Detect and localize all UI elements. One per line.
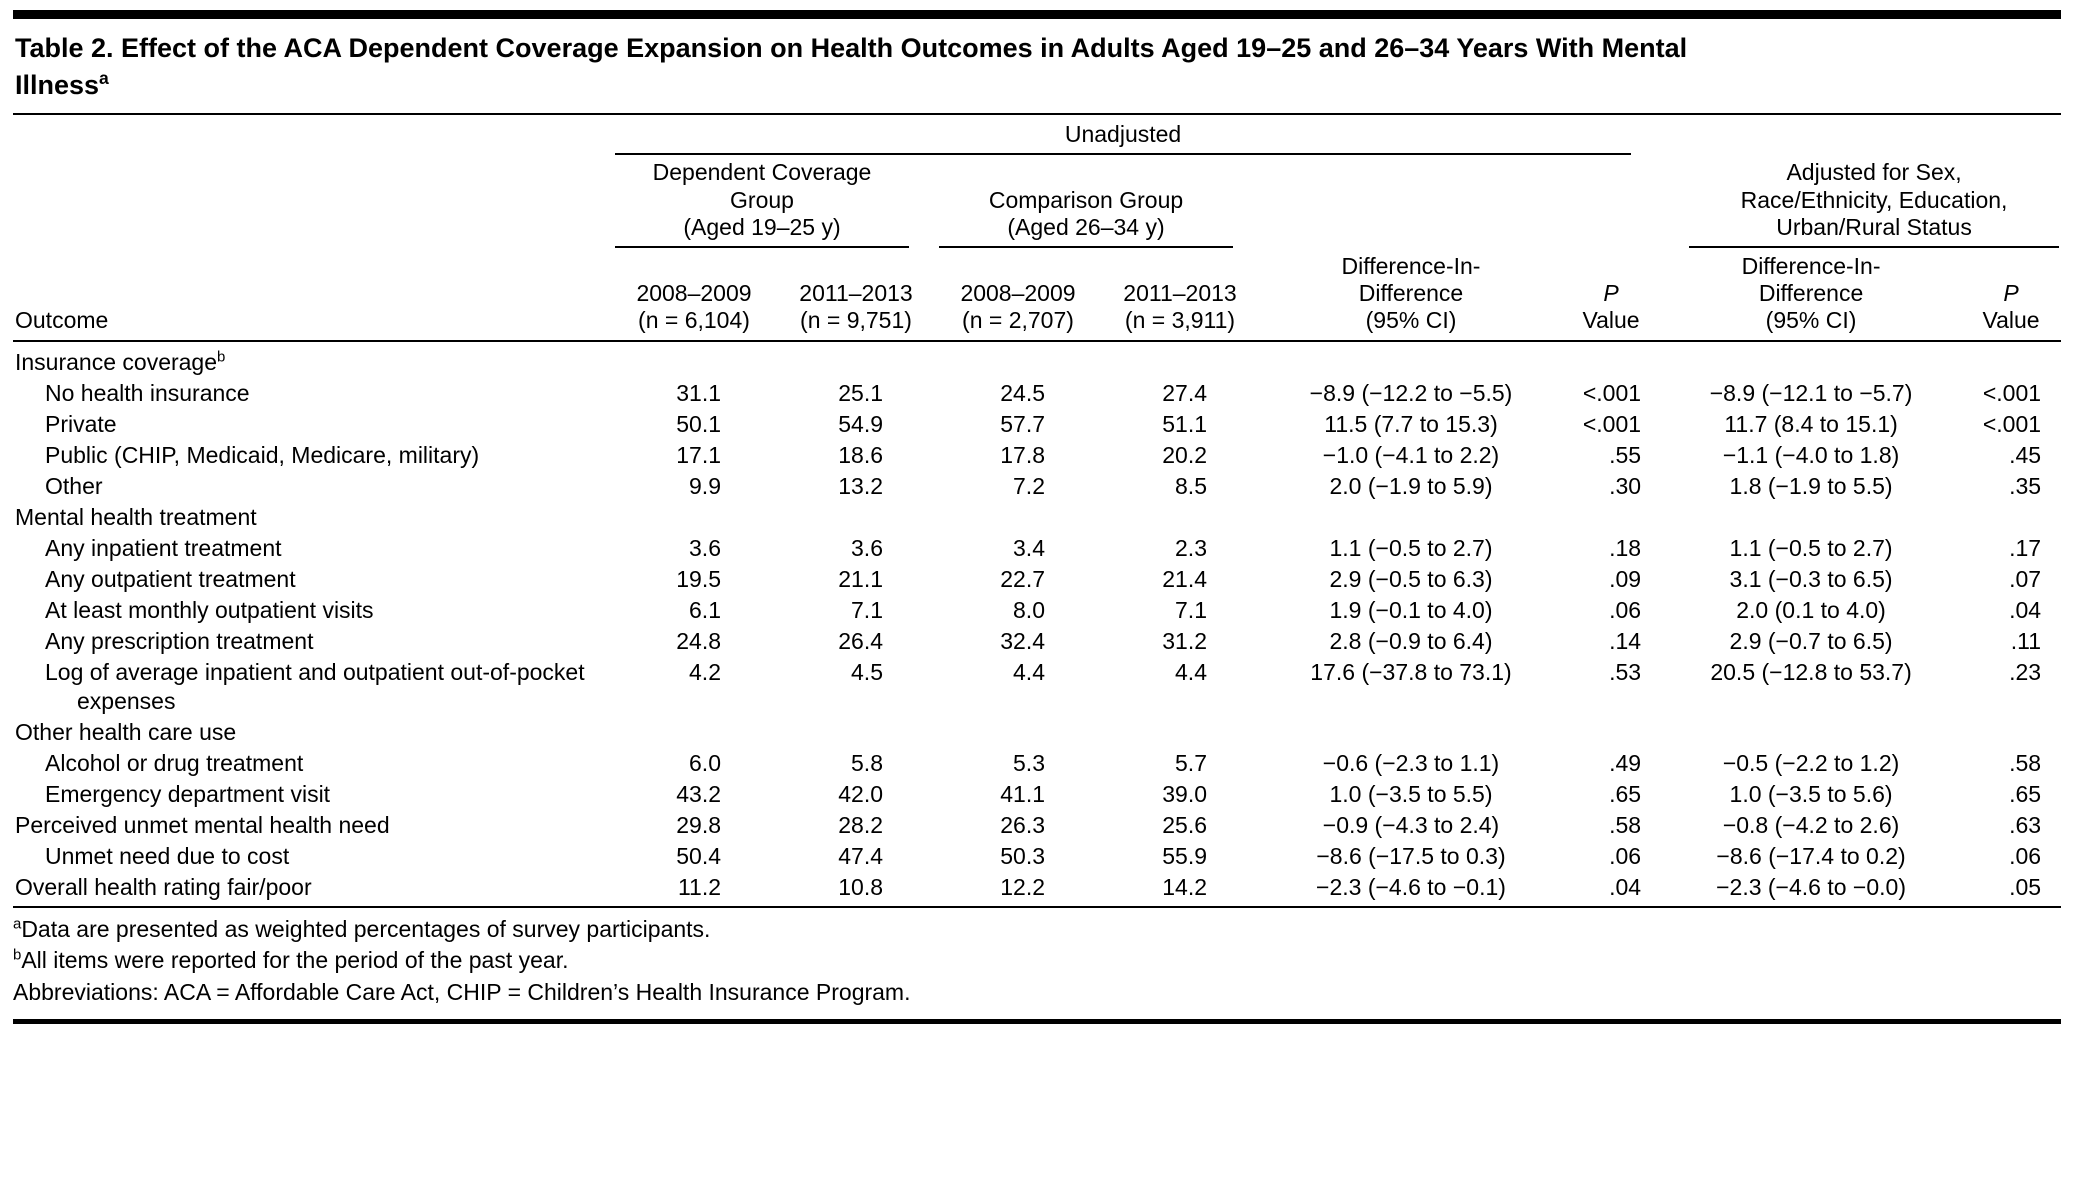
value-cell: 8.0: [1013, 596, 1045, 623]
unadjusted-label: Unadjusted: [1064, 121, 1182, 148]
section-header-row: [13, 717, 2061, 748]
period-comp-2-years: 2011–2013: [1123, 279, 1237, 306]
value-cell: .06: [1609, 596, 1642, 623]
data-row: [13, 409, 2061, 440]
data-row: [13, 779, 2061, 810]
table-title-text: Table 2. Effect of the ACA Dependent Coverage Expansion on Health Outcomes in Adults Aged 19–25 and 26–34 Years With Mental Illness: [15, 33, 1688, 100]
outcome-text: No health insurance: [45, 380, 250, 407]
value-cell: 17.8: [1000, 442, 1045, 469]
value-cell: −8.9 (−12.1 to −5.7): [1709, 380, 1913, 407]
outcome-text: Any prescription treatment: [45, 627, 314, 654]
did-adjusted-ci: (95% CI): [1765, 307, 1857, 333]
value-cell: .65: [2009, 780, 2042, 807]
outcome-text: Other: [45, 473, 103, 499]
outcome-cell: [13, 533, 613, 564]
data-row: [13, 872, 2061, 903]
bottom-rule: [13, 1019, 2061, 1024]
value-cell: [1561, 502, 1661, 533]
value-cell: [1261, 341, 1561, 378]
value-cell: 32.4: [1000, 627, 1045, 654]
data-row: [13, 841, 2061, 872]
value-cell: .45: [2009, 442, 2042, 469]
data-row: [13, 564, 2061, 595]
dependent-group-ages: (Aged 19–25 y): [683, 213, 841, 240]
outcome-cell: [13, 409, 613, 440]
value-cell: 31.2: [1162, 627, 1207, 654]
value-cell: 3.6: [851, 534, 883, 561]
value-cell: .53: [1609, 658, 1642, 685]
value-cell: 18.6: [838, 442, 883, 469]
outcome-text: Overall health rating fair/poor: [15, 873, 312, 900]
value-cell: .35: [2009, 473, 2042, 499]
value-cell: 7.1: [851, 596, 883, 623]
pvalue-adjusted-p: P: [2003, 279, 2019, 306]
comparison-group-header: [937, 155, 1261, 247]
period-dep-2-n: (n = 9,751): [800, 307, 912, 333]
value-cell: 17.6 (−37.8 to 73.1): [1310, 658, 1512, 685]
outcome-text: Log of average inpatient and outpatient out-of-pocket expenses: [45, 658, 585, 714]
value-cell: 14.2: [1162, 873, 1207, 900]
value-cell: 29.8: [676, 811, 721, 838]
comparison-group-line: [939, 183, 1233, 248]
value-cell: 22.7: [1000, 565, 1045, 592]
value-cell: .05: [2009, 873, 2042, 900]
outcome-cell: [13, 471, 613, 502]
value-cell: 43.2: [676, 780, 721, 807]
value-cell: −8.6 (−17.4 to 0.2): [1716, 842, 1906, 869]
value-cell: −0.9 (−4.3 to 2.4): [1322, 811, 1500, 838]
row-footnote-marker: b: [217, 348, 226, 366]
outcome-cell: [13, 440, 613, 471]
value-cell: [1661, 341, 1961, 378]
did-unadjusted-ci: (95% CI): [1365, 307, 1457, 333]
period-header-comp-2: [1099, 248, 1261, 341]
value-cell: .17: [2009, 534, 2042, 561]
value-cell: 24.8: [676, 627, 721, 654]
did-unadjusted-name: Difference-In-Difference: [1341, 252, 1481, 306]
value-cell: −0.5 (−2.2 to 1.2): [1722, 749, 1900, 776]
outcome-text: Any inpatient treatment: [45, 534, 282, 561]
did-unadjusted-header: [1261, 155, 1561, 341]
value-cell: 10.8: [838, 873, 883, 900]
adjusted-spanner-line: [1689, 159, 2059, 247]
value-cell: .58: [2009, 749, 2042, 776]
value-cell: .04: [2009, 596, 2042, 623]
value-cell: 2.3: [1175, 534, 1207, 561]
value-cell: 17.1: [676, 442, 721, 469]
value-cell: 3.1 (−0.3 to 6.5): [1729, 565, 1893, 592]
data-row: [13, 595, 2061, 626]
footnote-b-text: All items were reported for the period of the past year.: [21, 947, 569, 974]
value-cell: 5.7: [1175, 749, 1207, 776]
data-row: [13, 471, 2061, 502]
value-cell: 4.4: [1013, 658, 1045, 685]
dependent-group-line: [615, 155, 909, 247]
value-cell: .14: [1609, 627, 1642, 654]
value-cell: 3.4: [1013, 534, 1045, 561]
value-cell: 26.4: [838, 627, 883, 654]
value-cell: 51.1: [1162, 411, 1207, 438]
value-cell: 50.3: [1000, 842, 1045, 869]
value-cell: [613, 341, 775, 378]
period-comp-1-years: 2008–2009: [960, 279, 1076, 306]
value-cell: .58: [1609, 811, 1642, 838]
pvalue-adjusted-word: Value: [1982, 307, 2040, 333]
value-cell: 55.9: [1162, 842, 1207, 869]
value-cell: .65: [1609, 780, 1642, 807]
value-cell: .49: [1609, 749, 1642, 776]
value-cell: 13.2: [838, 473, 883, 499]
pvalue-unadjusted-p: P: [1603, 279, 1619, 306]
value-cell: 12.2: [1000, 873, 1045, 900]
data-row: [13, 810, 2061, 841]
value-cell: 1.1 (−0.5 to 2.7): [1329, 534, 1493, 561]
outcome-cell: [13, 779, 613, 810]
comparison-group-ages: (Aged 26–34 y): [1007, 213, 1165, 240]
outcome-column-header: Outcome: [13, 117, 613, 341]
value-cell: 50.1: [676, 411, 721, 438]
value-cell: 31.1: [676, 380, 721, 407]
value-cell: <.001: [1582, 380, 1642, 407]
value-cell: [1561, 341, 1661, 378]
value-cell: [937, 502, 1099, 533]
outcome-cell: [13, 564, 613, 595]
value-cell: 6.0: [689, 749, 721, 776]
footnote-b: [13, 945, 2061, 977]
value-cell: [1099, 717, 1261, 748]
pvalue-unadjusted-header: [1561, 155, 1661, 341]
pvalue-adjusted-header: [1961, 248, 2061, 341]
period-header-dep-1: [613, 248, 775, 341]
data-row: [13, 748, 2061, 779]
outcome-cell: [13, 717, 613, 748]
footnote-a-text: Data are presented as weighted percentages of survey participants.: [21, 915, 711, 942]
footnote-abbr-text: Abbreviations: ACA = Affordable Care Act, CHIP = Children’s Health Insurance Program.: [13, 979, 911, 1006]
value-cell: [1961, 341, 2061, 378]
value-cell: −8.9 (−12.2 to −5.5): [1309, 380, 1513, 407]
period-header-comp-1: [937, 248, 1099, 341]
adjusted-spanner: [1661, 117, 2061, 248]
outcome-text: Emergency department visit: [45, 780, 331, 807]
value-cell: 8.5: [1175, 473, 1207, 499]
comparison-group-name: Comparison Group: [988, 186, 1184, 213]
value-cell: 5.8: [851, 749, 883, 776]
value-cell: 27.4: [1162, 380, 1207, 407]
value-cell: [1261, 502, 1561, 533]
value-cell: .09: [1609, 565, 1642, 592]
period-comp-2-n: (n = 3,911): [1124, 307, 1236, 333]
outcome-cell: [13, 748, 613, 779]
did-adjusted-name: Difference-In-Difference: [1741, 252, 1881, 306]
value-cell: .18: [1609, 534, 1642, 561]
value-cell: 2.0 (−1.9 to 5.9): [1329, 473, 1493, 499]
period-header-dep-2: [775, 248, 937, 341]
unadjusted-spanner-line: [615, 121, 1631, 155]
value-cell: [775, 717, 937, 748]
value-cell: .11: [2010, 627, 2042, 654]
value-cell: 7.1: [1175, 596, 1207, 623]
data-row: [13, 378, 2061, 409]
period-dep-1-years: 2008–2009: [636, 279, 752, 306]
outcome-text: Insurance coverage: [15, 349, 218, 376]
value-cell: 1.0 (−3.5 to 5.5): [1329, 780, 1493, 807]
value-cell: −2.3 (−4.6 to −0.1): [1316, 873, 1506, 900]
title-footnote-marker: a: [99, 67, 109, 88]
value-cell: <.001: [1582, 411, 1642, 438]
dependent-group-name: Dependent Coverage Group: [652, 159, 872, 213]
value-cell: [1561, 717, 1661, 748]
footnotes: [13, 906, 2061, 1009]
value-cell: 2.8 (−0.9 to 6.4): [1329, 627, 1493, 654]
outcome-text: Any outpatient treatment: [45, 565, 296, 592]
value-cell: .55: [1609, 442, 1642, 469]
value-cell: 2.9 (−0.7 to 6.5): [1729, 627, 1893, 654]
value-cell: −1.1 (−4.0 to 1.8): [1722, 442, 1900, 469]
value-cell: .63: [2009, 811, 2042, 838]
value-cell: [613, 717, 775, 748]
value-cell: 42.0: [838, 780, 883, 807]
outcome-text: Private: [45, 411, 117, 438]
value-cell: 41.1: [1000, 780, 1045, 807]
section-header-row: [13, 502, 2061, 533]
table-header: [13, 117, 2061, 341]
period-dep-2-years: 2011–2013: [799, 279, 913, 306]
outcome-text: Mental health treatment: [15, 503, 257, 530]
outcome-text: Other health care use: [15, 718, 237, 745]
value-cell: 25.1: [838, 380, 883, 407]
value-cell: [775, 341, 937, 378]
value-cell: −1.0 (−4.1 to 2.2): [1322, 442, 1500, 469]
value-cell: 7.2: [1013, 473, 1045, 499]
value-cell: .06: [2009, 842, 2042, 869]
dependent-group-header: [613, 155, 937, 247]
value-cell: 2.0 (0.1 to 4.0): [1736, 596, 1886, 623]
value-cell: 25.6: [1162, 811, 1207, 838]
value-cell: 1.8 (−1.9 to 5.5): [1729, 473, 1893, 499]
outcome-cell: [13, 341, 613, 378]
pvalue-unadjusted-word: Value: [1582, 307, 1640, 333]
footnote-a-marker: a: [13, 914, 22, 932]
value-cell: [1961, 502, 2061, 533]
value-cell: <.001: [1982, 411, 2042, 438]
outcome-cell: [13, 626, 613, 657]
data-row: [13, 533, 2061, 564]
value-cell: −2.3 (−4.6 to −0.0): [1716, 873, 1906, 900]
value-cell: [1661, 717, 1961, 748]
data-row: [13, 440, 2061, 471]
value-cell: 11.2: [677, 873, 721, 900]
value-cell: 3.6: [689, 534, 721, 561]
results-table: [13, 117, 2061, 902]
outcome-cell: [13, 872, 613, 903]
value-cell: 21.4: [1162, 565, 1207, 592]
value-cell: 54.9: [838, 411, 883, 438]
value-cell: .23: [2009, 658, 2042, 685]
outcome-cell: [13, 378, 613, 409]
outcome-text: Unmet need due to cost: [45, 842, 290, 869]
value-cell: −8.6 (−17.5 to 0.3): [1316, 842, 1506, 869]
period-dep-1-n: (n = 6,104): [638, 307, 750, 333]
value-cell: −0.8 (−4.2 to 2.6): [1722, 811, 1900, 838]
data-row: [13, 626, 2061, 657]
value-cell: −0.6 (−2.3 to 1.1): [1322, 749, 1500, 776]
footnote-b-marker: b: [13, 946, 22, 964]
table-title: [15, 31, 1775, 103]
value-cell: 50.4: [676, 842, 721, 869]
value-cell: 20.2: [1162, 442, 1207, 469]
unadjusted-spanner: [613, 117, 1661, 155]
value-cell: 4.4: [1175, 658, 1207, 685]
value-cell: <.001: [1982, 380, 2042, 407]
outcome-cell: [13, 841, 613, 872]
value-cell: [1961, 717, 2061, 748]
value-cell: 4.2: [689, 658, 721, 685]
header-row-spanners: [13, 117, 2061, 155]
value-cell: [1661, 502, 1961, 533]
value-cell: 21.1: [838, 565, 883, 592]
footnote-abbreviations: [13, 977, 2061, 1009]
value-cell: [937, 341, 1099, 378]
value-cell: 11.7 (8.4 to 15.1): [1724, 411, 1898, 438]
value-cell: .30: [1609, 473, 1642, 499]
value-cell: [1099, 341, 1261, 378]
value-cell: 47.4: [838, 842, 883, 869]
value-cell: 1.0 (−3.5 to 5.6): [1729, 780, 1893, 807]
outcome-text: Perceived unmet mental health need: [15, 811, 390, 838]
value-cell: 11.5 (7.7 to 15.3): [1324, 411, 1498, 438]
value-cell: [1099, 502, 1261, 533]
outcome-text: Alcohol or drug treatment: [45, 749, 304, 776]
section-header-row: [13, 341, 2061, 378]
value-cell: [937, 717, 1099, 748]
value-cell: [613, 502, 775, 533]
value-cell: 19.5: [676, 565, 721, 592]
value-cell: .06: [1609, 842, 1642, 869]
value-cell: 4.5: [851, 658, 883, 685]
value-cell: .04: [1609, 873, 1642, 900]
table-body: [13, 341, 2061, 902]
value-cell: 57.7: [1000, 411, 1045, 438]
value-cell: 1.9 (−0.1 to 4.0): [1329, 596, 1493, 623]
value-cell: 2.9 (−0.5 to 6.3): [1329, 565, 1493, 592]
value-cell: 9.9: [689, 473, 721, 499]
did-adjusted-header: [1661, 248, 1961, 341]
value-cell: 6.1: [689, 596, 721, 623]
footnote-a: [13, 914, 2061, 946]
value-cell: 24.5: [1000, 380, 1045, 407]
outcome-text: At least monthly outpatient visits: [45, 596, 374, 623]
outcome-cell: [13, 595, 613, 626]
value-cell: 5.3: [1013, 749, 1045, 776]
value-cell: 39.0: [1162, 780, 1207, 807]
value-cell: 26.3: [1000, 811, 1045, 838]
outcome-cell: [13, 502, 613, 533]
value-cell: .07: [2009, 565, 2042, 592]
value-cell: 20.5 (−12.8 to 53.7): [1710, 658, 1912, 685]
outcome-cell: [13, 657, 613, 717]
top-rule: [13, 10, 2061, 19]
value-cell: 1.1 (−0.5 to 2.7): [1729, 534, 1893, 561]
value-cell: [775, 502, 937, 533]
value-cell: 28.2: [838, 811, 883, 838]
period-comp-1-n: (n = 2,707): [962, 307, 1074, 333]
outcome-text: Public (CHIP, Medicaid, Medicare, military): [45, 442, 480, 469]
data-row: [13, 657, 2061, 717]
adjusted-label: Adjusted for Sex, Race/Ethnicity, Education, Urban/Rural Status: [1740, 159, 2008, 240]
title-rule: [13, 113, 2061, 115]
value-cell: [1261, 717, 1561, 748]
outcome-cell: [13, 810, 613, 841]
